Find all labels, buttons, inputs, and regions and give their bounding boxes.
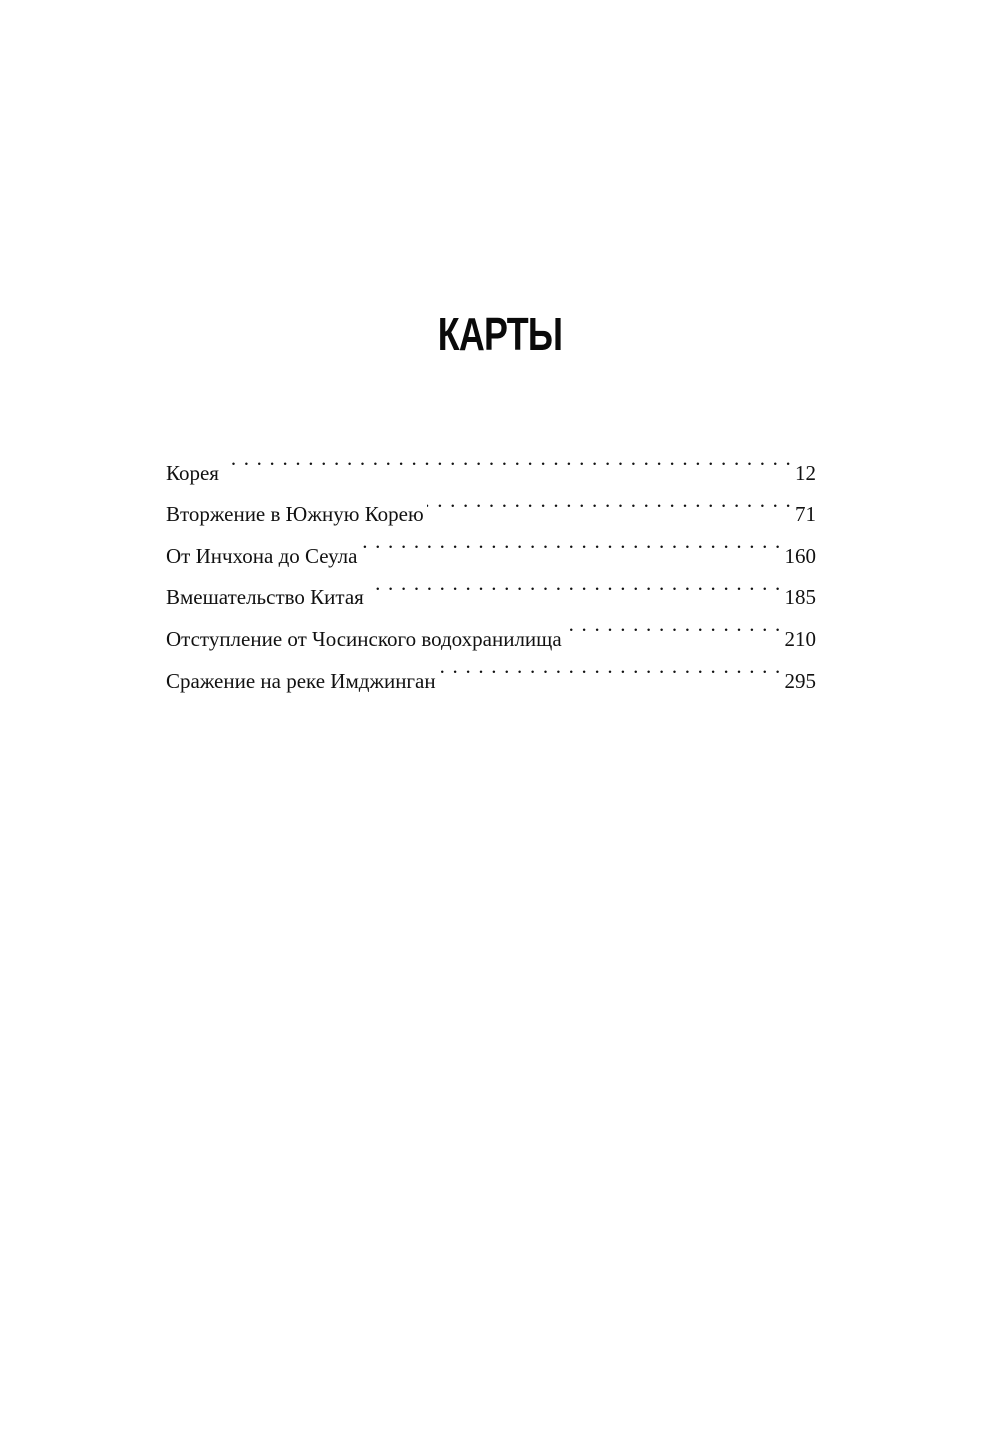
map-title: Вмешательство Китая <box>166 585 364 610</box>
page-number: 160 <box>784 543 816 568</box>
dot-leader <box>427 480 792 522</box>
map-title: Отступление от Чосинского водохранилища <box>166 626 562 651</box>
dot-leader <box>360 521 781 563</box>
page-number: 295 <box>784 668 816 693</box>
map-title: Вторжение в Южную Корею <box>166 502 424 527</box>
page-number: 12 <box>795 460 816 485</box>
page-number: 185 <box>784 585 816 610</box>
map-title: Корея <box>166 460 219 485</box>
map-title: От Инчхона до Сеула <box>166 543 358 568</box>
dot-leader <box>565 604 782 646</box>
dot-leader <box>367 563 782 605</box>
dot-leader <box>222 438 792 480</box>
map-title: Сражение на реке Имджинган <box>166 668 436 693</box>
page-number: 210 <box>784 626 816 651</box>
maps-list <box>166 438 816 693</box>
list-item <box>166 480 816 527</box>
list-item <box>166 438 816 485</box>
page-title: КАРТЫ <box>437 308 563 360</box>
dot-leader <box>439 646 782 688</box>
page-number: 71 <box>795 502 816 527</box>
